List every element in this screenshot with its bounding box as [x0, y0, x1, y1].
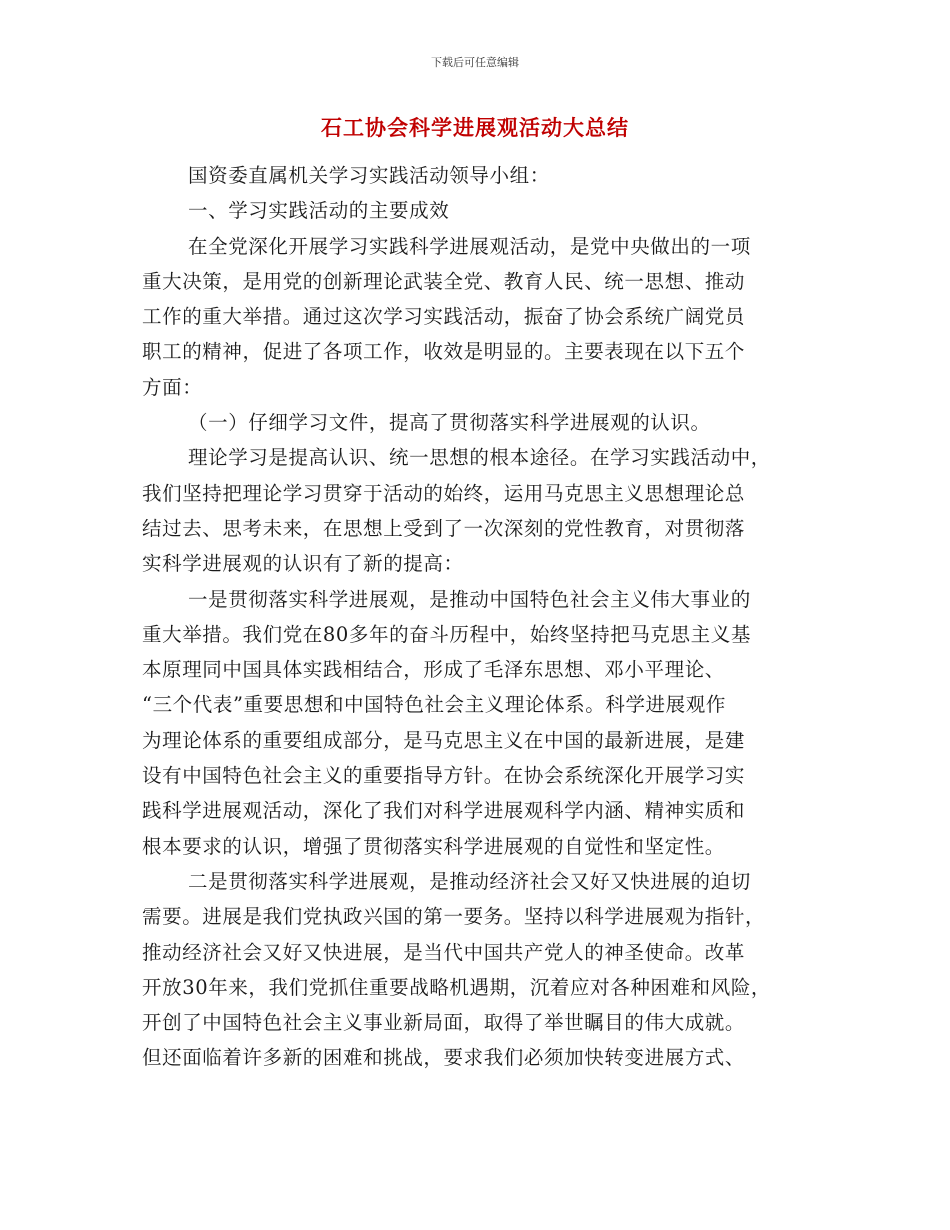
body-line: 根本要求的认识，增强了贯彻落实科学进展观的自觉性和坚定性。: [142, 834, 725, 858]
body-line: 重大决策，是用党的创新理论武装全党、教育人民、统一思想、推动: [142, 269, 746, 293]
body-line: “三个代表”重要思想和中国特色社会主义理论体系。科学进展观作: [142, 693, 726, 717]
body-line: 践科学进展观活动，深化了我们对科学进展观科学内涵、精神实质和: [142, 799, 746, 823]
body-line: 一是贯彻落实科学进展观，是推动中国特色社会主义伟大事业的: [188, 587, 751, 611]
body-line: 需要。进展是我们党执政兴国的第一要务。坚持以科学进展观为指针，: [142, 905, 766, 929]
body-line: 实科学进展观的认识有了新的提高：: [142, 552, 464, 576]
body-line: 结过去、思考未来，在思想上受到了一次深刻的党性教育，对贯彻落: [142, 516, 746, 540]
header-note: 下载后可任意编辑: [431, 56, 519, 69]
body-line: 推动经济社会又好又快进展，是当代中国共产党人的神圣使命。改革: [142, 940, 746, 964]
subsection-heading: （一）仔细学习文件，提高了贯彻落实科学进展观的认识。: [188, 411, 711, 435]
body-line: 职工的精神，促进了各项工作，收效是明显的。主要表现在以下五个: [142, 340, 746, 364]
body-line: 国资委直属机关学习实践活动领导小组：: [188, 164, 550, 187]
document-body: [142, 158, 807, 1076]
body-line: 设有中国特色社会主义的重要指导方针。在协会系统深化开展学习实: [142, 764, 746, 788]
body-line: 工作的重大举措。通过这次学习实践活动，振奋了协会系统广阔党员: [142, 305, 746, 329]
body-line: 开创了中国特色社会主义事业新局面，取得了举世瞩目的伟大成就。: [142, 1011, 746, 1035]
body-line: 理论学习是提高认识、统一思想的根本途径。在学习实践活动中，: [188, 446, 771, 470]
body-line: 但还面临着许多新的困难和挑战，要求我们必须加快转变进展方式、: [142, 1046, 746, 1070]
document-title: 石工协会科学进展观活动大总结: [321, 116, 629, 140]
body-line: 方面：: [142, 375, 203, 399]
body-line: 在全党深化开展学习实践科学进展观活动，是党中央做出的一项: [188, 234, 751, 258]
body-line: 我们坚持把理论学习贯穿于活动的始终，运用马克思主义思想理论总: [142, 481, 746, 505]
body-line: 本原理同中国具体实践相结合，形成了毛泽东思想、邓小平理论、: [142, 658, 725, 682]
body-line: 为理论体系的重要组成部分，是马克思主义在中国的最新进展，是建: [142, 728, 746, 752]
body-line: 二是贯彻落实科学进展观，是推动经济社会又好又快进展的迫切: [188, 869, 751, 893]
body-line: 重大举措。我们党在80多年的奋斗历程中，始终坚持把马克思主义基: [142, 622, 751, 646]
section-heading: 一、学习实践活动的主要成效: [188, 199, 450, 223]
body-line: 开放30年来，我们党抓住重要战略机遇期，沉着应对各种困难和风险，: [142, 975, 772, 999]
